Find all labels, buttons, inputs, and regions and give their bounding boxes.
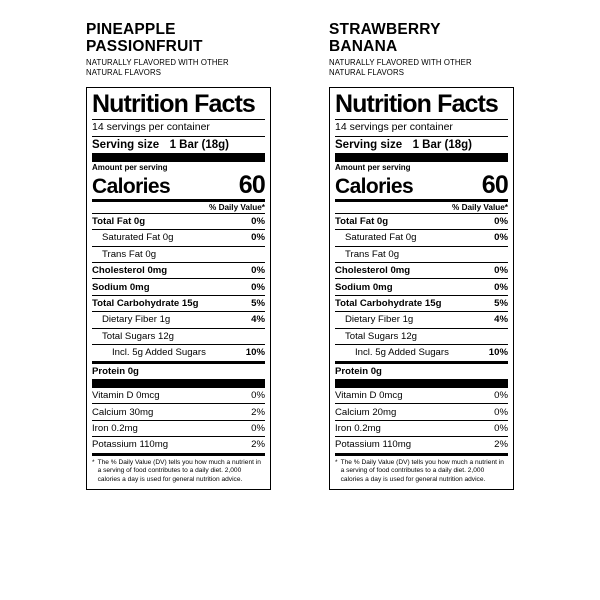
nutrition-facts-label — [86, 87, 271, 490]
table-row — [335, 296, 508, 311]
servings-per-container: 14 servings per container — [335, 121, 453, 134]
nutrient-name: Protein 0g — [92, 365, 139, 377]
nutrient-rows — [335, 214, 508, 379]
flavor-title — [329, 22, 514, 55]
flavor-subtitle-line2: NATURAL FLAVORS — [86, 68, 162, 78]
nutrient-pct: 0% — [251, 232, 265, 244]
table-row — [92, 214, 265, 229]
table-row — [92, 388, 265, 403]
nutrient-name: Total Fat 0g — [92, 216, 146, 228]
serving-size-label: Serving size — [335, 139, 403, 151]
amount-per-serving-label: Amount per serving — [92, 163, 168, 172]
nutrient-pct: 0% — [494, 265, 508, 277]
serving-size-row — [92, 137, 265, 153]
product-panel-pineapple-passionfruit — [86, 22, 271, 600]
footnote-text: The % Daily Value (DV) tells you how much a nutrient in a serving of food contributes to a daily diet. 2,000 calories a day is used for general nutrition advice. — [340, 458, 504, 484]
footnote-star: * — [335, 458, 338, 466]
product-panel-strawberry-banana — [329, 22, 514, 600]
daily-value-header: % Daily Value* — [452, 202, 508, 212]
daily-value-footnote — [335, 456, 508, 485]
vitamin-pct: 2% — [251, 406, 265, 418]
nutrient-name: Saturated Fat 0g — [102, 232, 174, 244]
daily-value-footnote — [92, 456, 265, 485]
nutrient-pct: 0% — [251, 265, 265, 277]
table-row — [92, 421, 265, 436]
vitamin-name: Vitamin D 0mcg — [92, 390, 160, 402]
table-row — [335, 388, 508, 403]
nutrient-pct: 5% — [494, 298, 508, 310]
table-row — [335, 329, 508, 344]
vitamin-pct: 2% — [494, 439, 508, 451]
table-row — [335, 421, 508, 436]
vitamin-pct: 0% — [494, 422, 508, 434]
calories-label: Calories — [92, 174, 171, 198]
flavor-subtitle — [86, 58, 271, 78]
footnote-star: * — [92, 458, 95, 466]
nutrient-pct: 4% — [494, 314, 508, 326]
nutrient-name: Cholesterol 0mg — [335, 265, 411, 277]
nutrient-name: Total Carbohydrate 15g — [335, 298, 442, 310]
table-row — [335, 312, 508, 327]
vitamin-pct: 0% — [251, 390, 265, 402]
nutrient-name: Trans Fat 0g — [102, 248, 157, 260]
nutrient-pct: 0% — [251, 216, 265, 228]
table-row — [92, 329, 265, 344]
flavor-title-line1: PINEAPPLE — [86, 21, 176, 38]
table-row — [92, 437, 265, 452]
flavor-subtitle-line1: NATURALLY FLAVORED WITH OTHER — [329, 58, 472, 68]
table-row — [335, 345, 508, 360]
amount-per-serving-label: Amount per serving — [335, 163, 411, 172]
flavor-subtitle-line2: NATURAL FLAVORS — [329, 68, 405, 78]
vitamin-pct: 0% — [251, 422, 265, 434]
serving-size-label: Serving size — [92, 139, 160, 151]
serving-size-value: 1 Bar (18g) — [169, 139, 229, 151]
vitamin-rows — [92, 388, 265, 453]
table-row — [92, 263, 265, 278]
table-row — [335, 437, 508, 452]
table-row — [92, 279, 265, 294]
nutrient-name: Dietary Fiber 1g — [345, 314, 414, 326]
flavor-title-line2: PASSIONFRUIT — [86, 37, 203, 55]
servings-per-container: 14 servings per container — [92, 121, 210, 134]
serving-size-row — [335, 137, 508, 153]
nutrient-name: Total Fat 0g — [335, 216, 389, 228]
nutrient-name: Cholesterol 0mg — [92, 265, 168, 277]
nutrient-pct: 0% — [494, 216, 508, 228]
table-row — [335, 247, 508, 262]
nutrient-pct: 10% — [245, 347, 265, 359]
nutrient-name: Total Sugars 12g — [345, 330, 417, 342]
flavor-title-line1: STRAWBERRY — [329, 21, 441, 38]
nutrient-pct: 0% — [494, 232, 508, 244]
flavor-subtitle — [329, 58, 514, 78]
calories-value: 60 — [238, 170, 265, 199]
flavor-title — [86, 22, 271, 55]
table-row — [335, 263, 508, 278]
vitamin-pct: 0% — [494, 406, 508, 418]
calories-row — [335, 170, 508, 199]
vitamin-name: Vitamin D 0mcg — [335, 390, 403, 402]
table-row — [92, 296, 265, 311]
table-row — [92, 404, 265, 419]
flavor-title-line2: BANANA — [329, 37, 398, 55]
nutrient-name: Incl. 5g Added Sugars — [112, 347, 206, 359]
table-row — [92, 230, 265, 245]
calories-label: Calories — [335, 174, 414, 198]
table-row — [335, 214, 508, 229]
nutrition-facts-title: Nutrition Facts — [335, 90, 498, 119]
nutrient-name: Protein 0g — [335, 365, 382, 377]
vitamin-name: Potassium 110mg — [92, 439, 169, 451]
vitamin-name: Iron 0.2mg — [335, 422, 381, 434]
nutrition-facts-title: Nutrition Facts — [92, 90, 255, 119]
nutrient-name: Sodium 0mg — [92, 281, 150, 293]
nutrient-name: Total Sugars 12g — [102, 330, 174, 342]
nutrient-rows — [92, 214, 265, 379]
table-row — [92, 247, 265, 262]
nutrient-pct: 5% — [251, 298, 265, 310]
nutrient-pct: 0% — [251, 281, 265, 293]
nutrient-name: Saturated Fat 0g — [345, 232, 417, 244]
vitamin-name: Calcium 30mg — [92, 406, 154, 418]
vitamin-rows — [335, 388, 508, 453]
daily-value-header: % Daily Value* — [209, 202, 265, 212]
table-row — [92, 364, 265, 379]
vitamin-pct: 2% — [251, 439, 265, 451]
nutrition-facts-label — [329, 87, 514, 490]
serving-size-value: 1 Bar (18g) — [412, 139, 472, 151]
nutrient-name: Incl. 5g Added Sugars — [355, 347, 449, 359]
vitamin-name: Iron 0.2mg — [92, 422, 138, 434]
calories-row — [92, 170, 265, 199]
nutrient-name: Total Carbohydrate 15g — [92, 298, 199, 310]
flavor-subtitle-line1: NATURALLY FLAVORED WITH OTHER — [86, 58, 229, 68]
nutrient-name: Trans Fat 0g — [345, 248, 400, 260]
nutrient-pct: 10% — [488, 347, 508, 359]
nutrient-name: Sodium 0mg — [335, 281, 393, 293]
table-row — [92, 312, 265, 327]
vitamin-name: Potassium 110mg — [335, 439, 412, 451]
nutrient-pct: 0% — [494, 281, 508, 293]
vitamin-name: Calcium 20mg — [335, 406, 397, 418]
table-row — [335, 364, 508, 379]
calories-value: 60 — [481, 170, 508, 199]
vitamin-pct: 0% — [494, 390, 508, 402]
footnote-text: The % Daily Value (DV) tells you how much a nutrient in a serving of food contributes to a daily diet. 2,000 calories a day is used for general nutrition advice. — [97, 458, 261, 484]
nutrient-name: Dietary Fiber 1g — [102, 314, 171, 326]
table-row — [335, 404, 508, 419]
nutrient-pct: 4% — [251, 314, 265, 326]
table-row — [335, 230, 508, 245]
table-row — [92, 345, 265, 360]
table-row — [335, 279, 508, 294]
